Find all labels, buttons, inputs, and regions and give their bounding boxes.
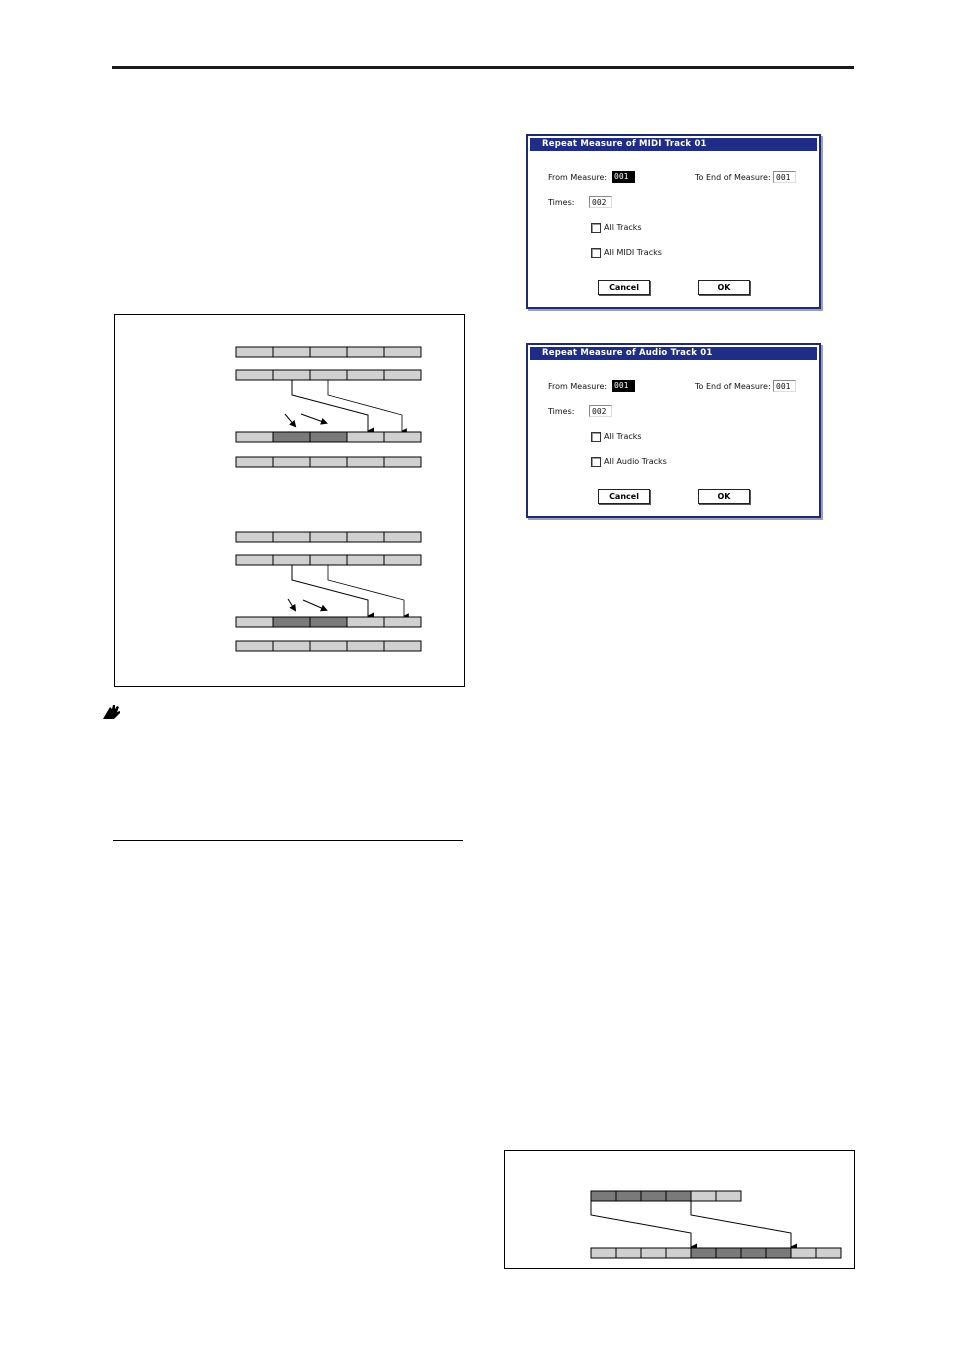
repeat-measure-audio-dialog: [526, 343, 821, 518]
section-rule: [113, 840, 463, 841]
from-measure-field[interactable]: 001: [612, 380, 635, 392]
measure-row-3: [236, 432, 421, 442]
from-measure-label: From Measure:: [548, 382, 608, 391]
times-field[interactable]: 002: [589, 196, 612, 208]
all-midi-tracks-checkbox[interactable]: [591, 248, 601, 258]
result-arrows: [591, 1201, 791, 1247]
copy-arrows-2: [288, 565, 404, 616]
times-field[interactable]: 002: [589, 405, 612, 417]
ok-button[interactable]: OK: [698, 280, 750, 295]
all-audio-tracks-label: All Audio Tracks: [604, 457, 667, 466]
from-measure-label: From Measure:: [548, 173, 608, 182]
measure-row-2: [236, 370, 421, 380]
repeat-measure-midi-dialog: [526, 134, 821, 309]
all-tracks-label: All Tracks: [604, 432, 642, 441]
result-diagram-svg: [505, 1151, 856, 1270]
dialog-title: Repeat Measure of MIDI Track 01: [530, 138, 817, 151]
all-tracks-checkbox[interactable]: [591, 223, 601, 233]
measure-row-7: [236, 617, 421, 627]
to-end-of-measure-label: To End of Measure:: [695, 382, 771, 391]
ok-button[interactable]: OK: [698, 489, 750, 504]
measure-row-1: [236, 347, 421, 357]
result-measures: [591, 1248, 841, 1258]
repeat-result-diagram: [504, 1150, 855, 1269]
times-label: Times:: [548, 198, 575, 207]
to-end-of-measure-label: To End of Measure:: [695, 173, 771, 182]
all-tracks-label: All Tracks: [604, 223, 642, 232]
to-end-of-measure-field[interactable]: 001: [773, 380, 796, 392]
cancel-button[interactable]: Cancel: [598, 280, 650, 295]
all-midi-tracks-label: All MIDI Tracks: [604, 248, 662, 257]
cancel-button[interactable]: Cancel: [598, 489, 650, 504]
top-rule: [112, 66, 854, 69]
to-end-of-measure-field[interactable]: 001: [773, 171, 796, 183]
measure-row-8: [236, 641, 421, 651]
from-measure-field[interactable]: 001: [612, 171, 635, 183]
repeat-measure-diagram: [114, 314, 465, 687]
measure-row-5: [236, 532, 421, 542]
copy-arrows-1: [285, 380, 402, 431]
diagram-svg: [115, 315, 466, 688]
caution-hand-icon: [102, 703, 121, 720]
source-measures: [591, 1191, 741, 1201]
all-tracks-checkbox[interactable]: [591, 432, 601, 442]
dialog-title: Repeat Measure of Audio Track 01: [530, 347, 817, 360]
times-label: Times:: [548, 407, 575, 416]
measure-row-4: [236, 457, 421, 467]
measure-row-6: [236, 555, 421, 565]
all-audio-tracks-checkbox[interactable]: [591, 457, 601, 467]
